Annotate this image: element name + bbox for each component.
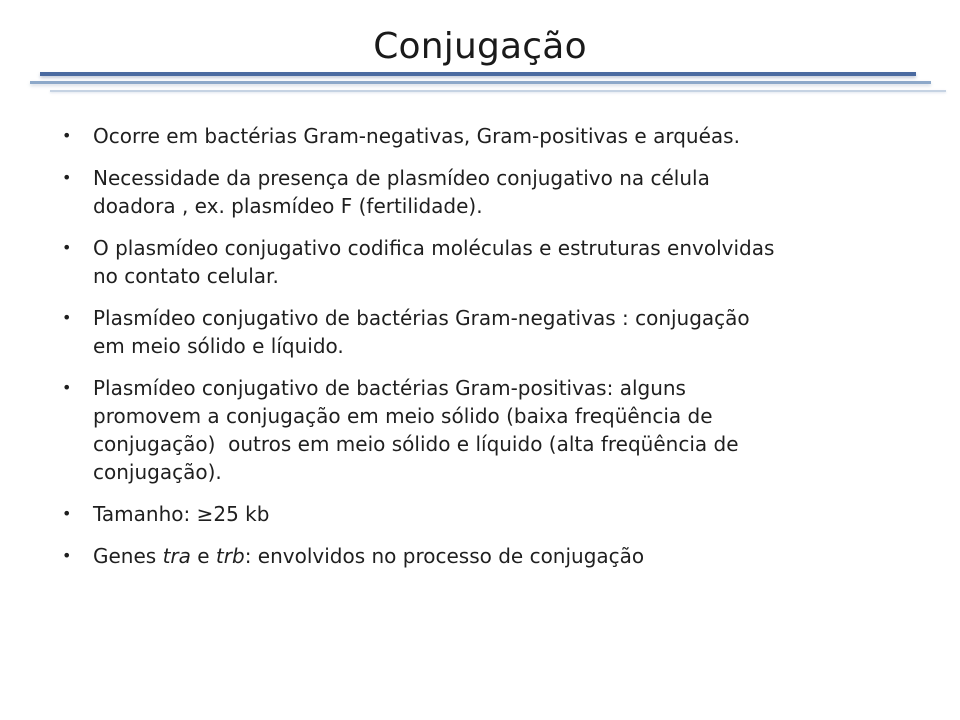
- title-underline-light: [50, 90, 946, 92]
- genes-and: e: [190, 544, 216, 568]
- title-underline-dark: [40, 72, 916, 76]
- bullet-text-line: conjugação).: [93, 460, 222, 484]
- bullet-text-line: Necessidade da presença de plasmídeo conjugativo na célula: [93, 166, 710, 190]
- bullet-plasmid-requirement: [62, 164, 922, 220]
- bullet-text-line: promovem a conjugação em meio sólido (baixa freqüência de: [93, 404, 713, 428]
- bullet-text-line: Ocorre em bactérias Gram-negativas, Gram-positivas e arquéas.: [93, 124, 740, 148]
- bullet-size: [62, 500, 922, 528]
- slide-title: Conjugação: [373, 26, 587, 67]
- bullet-text-line: doadora , ex. plasmídeo F (fertilidade).: [93, 194, 483, 218]
- bullet-text-line: conjugação) outros em meio sólido e líquido (alta freqüência de: [93, 432, 739, 456]
- bullet-gram-negative: [62, 304, 922, 360]
- bullet-text-line: O plasmídeo conjugativo codifica moléculas e estruturas envolvidas: [93, 236, 775, 260]
- bullet-dot-icon: •: [62, 238, 72, 257]
- bullet-text-line: [93, 542, 922, 570]
- gene-tra: tra: [162, 544, 191, 568]
- bullet-text-line: no contato celular.: [93, 264, 279, 288]
- bullet-dot-icon: •: [62, 546, 72, 565]
- bullet-occurrence: [62, 122, 922, 150]
- bullet-genes: [62, 542, 922, 570]
- bullet-plasmid-encodes: [62, 234, 922, 290]
- bullet-dot-icon: •: [62, 126, 72, 145]
- bullet-list: [62, 122, 922, 584]
- title-underline-mid: [30, 81, 931, 84]
- bullet-dot-icon: •: [62, 308, 72, 327]
- bullet-text-line: Plasmídeo conjugativo de bactérias Gram-negativas : conjugação: [93, 306, 750, 330]
- bullet-dot-icon: •: [62, 504, 72, 523]
- gene-trb: trb: [215, 544, 245, 568]
- genes-suffix: : envolvidos no processo de conjugação: [244, 544, 645, 568]
- bullet-gram-positive: [62, 374, 922, 486]
- bullet-text-line: Tamanho: ≥25 kb: [93, 502, 270, 526]
- bullet-dot-icon: •: [62, 378, 72, 397]
- bullet-dot-icon: •: [62, 168, 72, 187]
- genes-prefix: Genes: [93, 544, 163, 568]
- bullet-text-line: em meio sólido e líquido.: [93, 334, 344, 358]
- bullet-text-line: Plasmídeo conjugativo de bactérias Gram-positivas: alguns: [93, 376, 686, 400]
